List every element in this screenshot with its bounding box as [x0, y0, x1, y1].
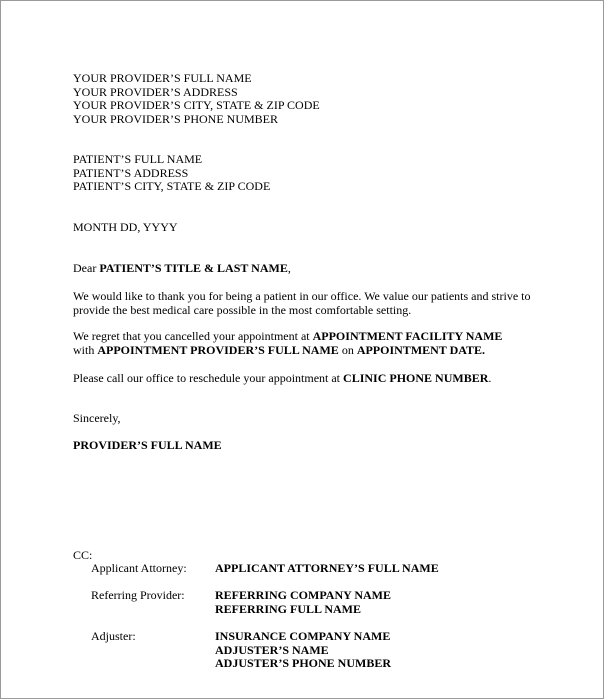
patient-address-block: [73, 153, 270, 194]
cc-value-line: REFERRING COMPANY NAME: [215, 588, 391, 602]
cc-key-adjuster: Adjuster:: [91, 629, 136, 643]
salutation-suffix: ,: [287, 261, 291, 275]
clinic-phone: CLINIC PHONE NUMBER: [343, 371, 489, 385]
provider-name: YOUR PROVIDER’S FULL NAME: [73, 71, 252, 85]
provider-address: YOUR PROVIDER’S ADDRESS: [73, 84, 238, 99]
letter-date: [73, 221, 178, 235]
paragraph-text: We regret that you cancelled your appointment at: [73, 329, 313, 343]
salutation: [73, 262, 291, 276]
provider-city-state-zip: YOUR PROVIDER’S CITY, STATE & ZIP CODE: [73, 98, 320, 112]
cc-value-line: INSURANCE COMPANY NAME: [215, 629, 391, 643]
paragraph-reschedule: [73, 372, 491, 386]
signature-text: PROVIDER’S FULL NAME: [73, 438, 222, 452]
cc-label: CC:: [73, 548, 93, 562]
paragraph-line: provide the best medical care possible in the most comfortable setting.: [73, 302, 412, 317]
paragraph-text: .: [488, 371, 492, 385]
cc-value-line: ADJUSTER’S PHONE NUMBER: [215, 656, 392, 670]
closing: [73, 412, 121, 426]
cc-value-line: REFERRING FULL NAME: [215, 601, 362, 616]
paragraph-line: We would like to thank you for being a patient in our office. We value our patients and strive to: [73, 289, 531, 303]
patient-address: PATIENT’S ADDRESS: [73, 165, 189, 180]
appointment-provider: APPOINTMENT PROVIDER’S FULL NAME: [97, 342, 339, 357]
closing-text: Sincerely,: [73, 411, 121, 425]
salutation-name: PATIENT’S TITLE & LAST NAME: [99, 261, 288, 275]
provider-address-block: [73, 72, 320, 126]
cc-value: [215, 589, 391, 616]
paragraph-thanks: [73, 290, 531, 317]
facility-name: APPOINTMENT FACILITY NAME: [312, 329, 503, 343]
paragraph-text: Please call our office to reschedule your appointment at: [73, 371, 344, 385]
appointment-date: APPOINTMENT DATE.: [356, 342, 486, 357]
cc-value: APPLICANT ATTORNEY’S FULL NAME: [215, 561, 439, 575]
provider-phone: YOUR PROVIDER’S PHONE NUMBER: [73, 111, 279, 126]
patient-name: PATIENT’S FULL NAME: [73, 152, 203, 166]
paragraph-text: on: [338, 342, 357, 357]
date-text: MONTH DD, YYYY: [73, 220, 178, 234]
cc-key-applicant-attorney: Applicant Attorney:: [91, 561, 187, 575]
cc-key-referring-provider: Referring Provider:: [91, 588, 185, 602]
paragraph-cancellation: [73, 330, 502, 357]
signature: [73, 439, 222, 453]
cc-value: [215, 630, 391, 671]
paragraph-text: with: [73, 342, 98, 357]
salutation-prefix: Dear: [73, 261, 100, 275]
cc-value-line: ADJUSTER’S NAME: [215, 642, 329, 657]
patient-city-state-zip: PATIENT’S CITY, STATE & ZIP CODE: [73, 179, 271, 193]
